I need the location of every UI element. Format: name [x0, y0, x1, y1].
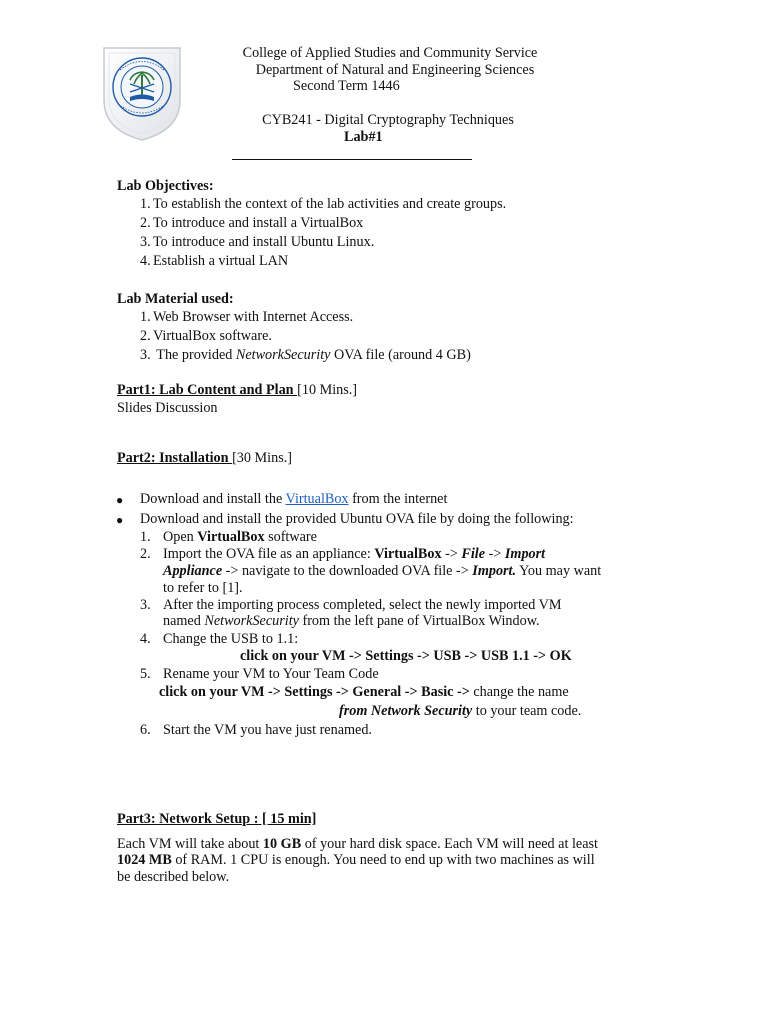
materials-heading: Lab Material used:	[117, 291, 234, 307]
bullet-icon: ●	[116, 513, 124, 527]
material-item: 3. The provided NetworkSecurity OVA file (around 4 GB)	[140, 347, 471, 363]
step-2-cont: to refer to [1].	[163, 580, 243, 596]
step-6: 6. Start the VM you have just renamed.	[140, 722, 372, 738]
objective-item: 3. To introduce and install Ubuntu Linux.	[140, 234, 375, 250]
step-1: 1. Open VirtualBox software	[140, 529, 317, 545]
bullet-icon: ●	[116, 493, 124, 507]
objectives-heading: Lab Objectives:	[117, 178, 214, 194]
course-title: CYB241 - Digital Cryptography Techniques	[262, 112, 514, 128]
bullet-item: Download and install the VirtualBox from the internet	[140, 491, 448, 507]
step-3: 3. After the importing process completed, select the newly imported VM	[140, 597, 562, 613]
rename-settings-path: click on your VM -> Settings -> General -> Basic -> change the name	[159, 684, 569, 700]
step-3-cont: named NetworkSecurity from the left pane of VirtualBox Window.	[163, 613, 540, 629]
part3-paragraph-line: Each VM will take about 10 GB of your hard disk space. Each VM will need at least	[117, 836, 598, 852]
material-item: 2. VirtualBox software.	[140, 328, 272, 344]
objective-item: 4. Establish a virtual LAN	[140, 253, 289, 269]
university-seal-icon	[100, 42, 184, 142]
lab-number: Lab#1	[344, 129, 383, 145]
virtualbox-link[interactable]: VirtualBox	[285, 491, 349, 507]
part1-heading: Part1: Lab Content and Plan [10 Mins.]	[117, 382, 358, 398]
rename-settings-cont: from Network Security to your team code.	[339, 703, 582, 719]
step-2-cont: Appliance -> navigate to the downloaded OVA file -> Import. You may want	[163, 563, 602, 579]
part3-heading: Part3: Network Setup : [ 15 min]	[117, 811, 317, 827]
material-item: 1. Web Browser with Internet Access.	[140, 309, 354, 325]
college-name: College of Applied Studies and Community Service	[242, 45, 538, 61]
bullet-item: Download and install the provided Ubuntu OVA file by doing the following:	[140, 511, 574, 527]
department-name: Department of Natural and Engineering Sciences	[255, 62, 535, 78]
part3-paragraph-line: be described below.	[117, 869, 230, 885]
step-4: 4. Change the USB to 1.1:	[140, 631, 299, 647]
step-5: 5. Rename your VM to Your Team Code	[140, 666, 379, 682]
usb-settings-path: click on your VM -> Settings -> USB -> USB 1.1 -> OK	[240, 648, 572, 664]
part1-text: Slides Discussion	[117, 400, 218, 416]
part3-paragraph-line: 1024 MB of RAM. 1 CPU is enough. You need to end up with two machines as will	[117, 852, 595, 868]
step-2: 2. Import the OVA file as an appliance: VirtualBox -> File -> Import	[140, 546, 546, 562]
objective-item: 1. To establish the context of the lab activities and create groups.	[140, 196, 507, 212]
part2-heading: Part2: Installation [30 Mins.]	[117, 450, 292, 466]
objective-item: 2. To introduce and install a VirtualBox	[140, 215, 364, 231]
header-divider	[232, 159, 472, 160]
term: Second Term 1446	[293, 78, 400, 94]
